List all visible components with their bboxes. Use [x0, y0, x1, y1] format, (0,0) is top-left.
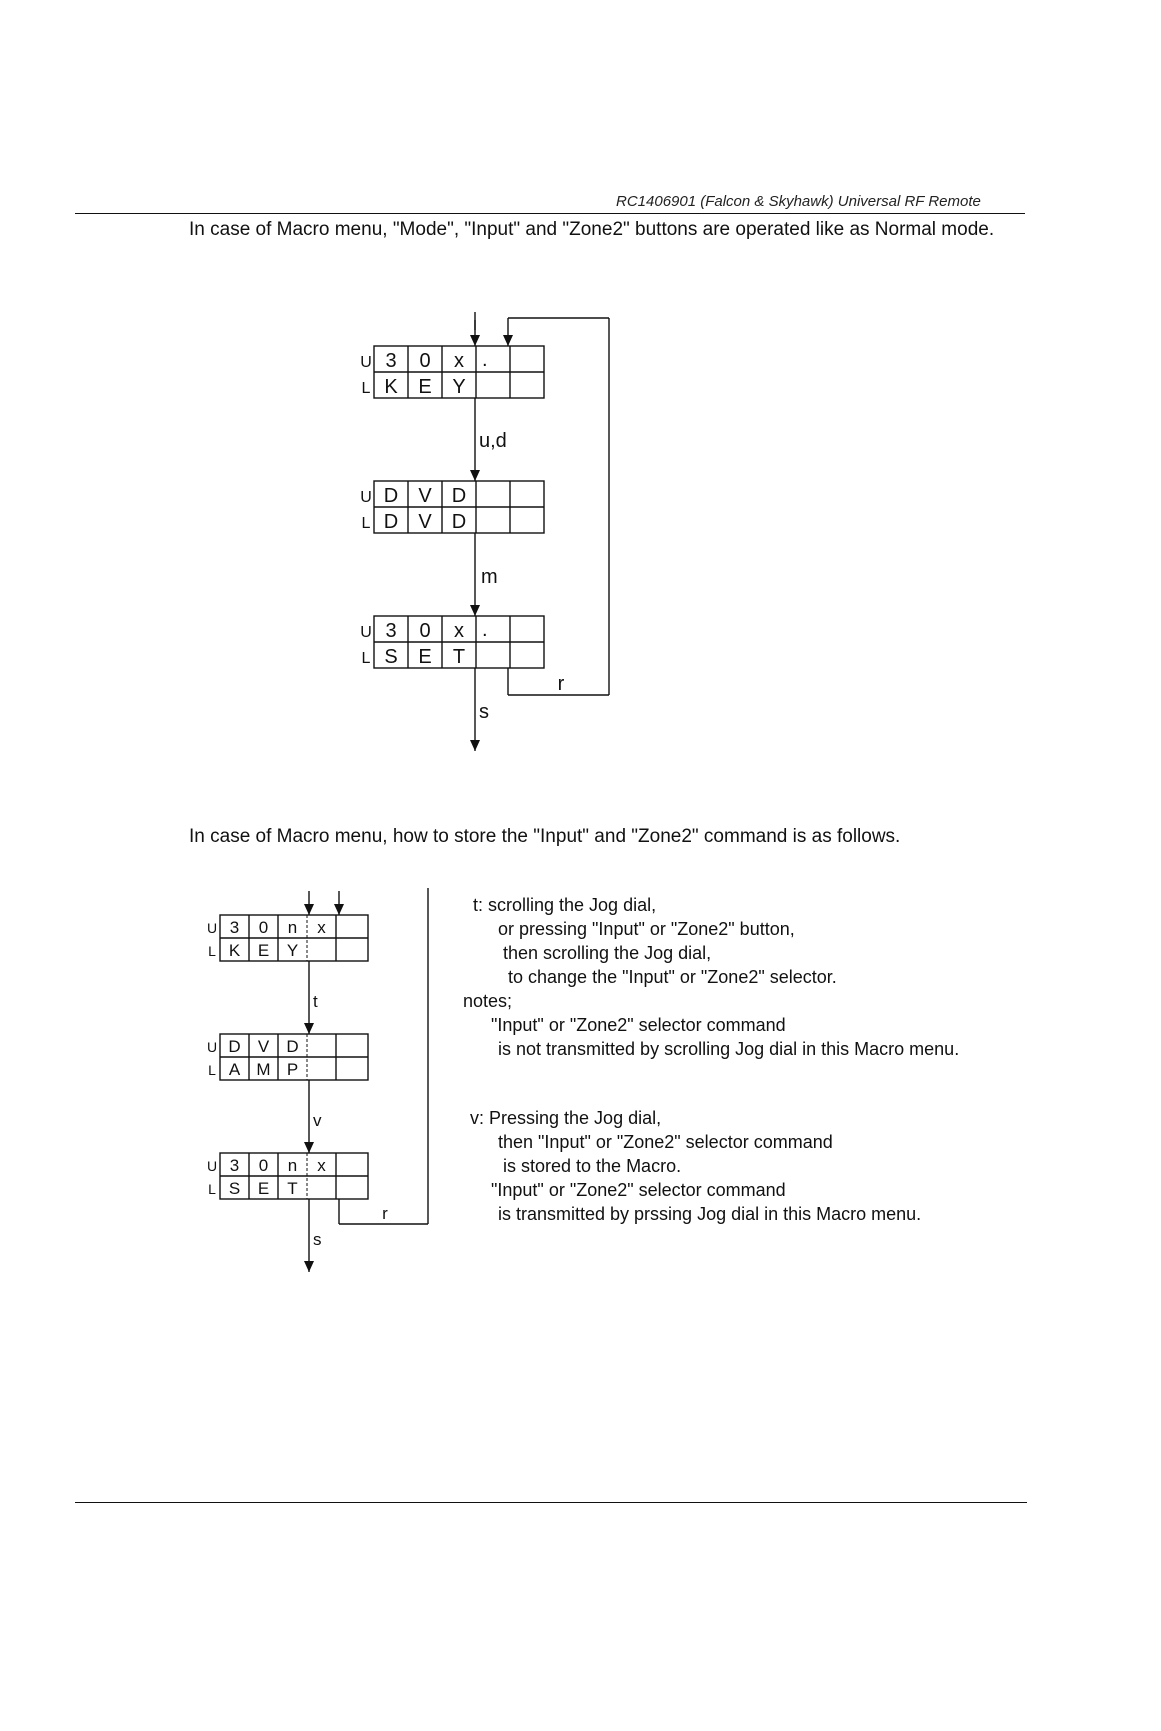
display-cell-upper: 0	[419, 350, 431, 372]
row-label-upper: U	[206, 1158, 218, 1174]
note-line: is not transmitted by scrolling Jog dial in this Macro menu.	[498, 1039, 960, 1059]
arrow-down-icon	[334, 904, 344, 915]
transition-label-v: v	[313, 1111, 322, 1130]
arrow-down-icon	[304, 904, 314, 915]
display-cell-upper: .	[482, 349, 488, 371]
display-cell-upper: n	[287, 918, 298, 937]
display-cell-lower: S	[384, 646, 398, 668]
row-label-lower: L	[361, 650, 371, 667]
display-cell-upper: x	[454, 350, 464, 372]
display-cell-upper: 3	[229, 1156, 240, 1175]
note-line-t: t: scrolling the Jog dial,	[473, 895, 657, 915]
row-label-lower: L	[361, 515, 371, 532]
row-label-upper: U	[206, 920, 218, 936]
arrow-down-icon	[304, 1023, 314, 1034]
display-cell-lower: A	[228, 1060, 241, 1079]
row-label-lower: L	[361, 380, 371, 397]
notes-heading: notes;	[463, 991, 513, 1011]
note-line: or pressing "Input" or "Zone2" button,	[498, 919, 795, 939]
display-cell-upper: n	[287, 1156, 298, 1175]
display-cell-upper: 3	[385, 620, 397, 642]
row-label-upper: U	[206, 1039, 218, 1055]
transition-label-ud: u,d	[479, 430, 507, 452]
display-cell-lower: E	[418, 376, 432, 398]
row-label-upper: U	[360, 489, 372, 506]
display-cell-lower: P	[286, 1060, 299, 1079]
display-cell-upper: D	[451, 485, 467, 507]
arrow-down-icon	[304, 1142, 314, 1153]
row-label-lower: L	[208, 943, 216, 959]
display-cell-upper: 0	[258, 1156, 269, 1175]
transition-label-m: m	[481, 566, 498, 588]
transition-label-t: t	[313, 992, 318, 1011]
display-cell-lower: V	[418, 511, 432, 533]
intro-paragraph-1: In case of Macro menu, "Mode", "Input" and "Zone2" buttons are operated like as Normal mode.	[189, 219, 995, 240]
display-cell-lower: T	[452, 646, 466, 668]
display-cell-upper: V	[257, 1037, 270, 1056]
document-header: RC1406901 (Falcon & Skyhawk) Universal RF Remote	[616, 193, 981, 210]
display-cell-lower: M	[256, 1060, 271, 1079]
note-line: then "Input" or "Zone2" selector command	[498, 1132, 833, 1152]
transition-label-s: s	[479, 701, 489, 723]
display-cell-lower: E	[257, 941, 270, 960]
display-cell-lower: E	[418, 646, 432, 668]
display-cell-lower: Y	[452, 376, 466, 398]
display-cell-upper: D	[383, 485, 399, 507]
note-line: to change the "Input" or "Zone2" selector.	[508, 967, 837, 987]
intro-paragraph-2: In case of Macro menu, how to store the "Input" and "Zone2" command is as follows.	[189, 826, 901, 847]
display-cell-lower: D	[383, 511, 399, 533]
note-line: "Input" or "Zone2" selector command	[491, 1015, 786, 1035]
display-cell-lower: Y	[286, 941, 299, 960]
display-cell-lower: K	[228, 941, 241, 960]
display-cell-upper: D	[286, 1037, 299, 1056]
display-cell-lower: E	[257, 1179, 270, 1198]
display-cell-lower: S	[228, 1179, 241, 1198]
display-cell-upper: x	[317, 918, 326, 937]
note-line: is stored to the Macro.	[503, 1156, 682, 1176]
row-label-lower: L	[208, 1181, 216, 1197]
display-cell-upper: 3	[385, 350, 397, 372]
row-label-lower: L	[208, 1062, 216, 1078]
note-line: "Input" or "Zone2" selector command	[491, 1180, 786, 1200]
display-cell-upper: 0	[258, 918, 269, 937]
row-label-upper: U	[360, 624, 372, 641]
display-cell-lower: D	[451, 511, 467, 533]
display-cell-lower: K	[384, 376, 398, 398]
transition-label-s: s	[313, 1230, 322, 1249]
display-cell-upper: 0	[419, 620, 431, 642]
transition-label-r: r	[382, 1204, 388, 1223]
row-label-upper: U	[360, 354, 372, 371]
display-cell-lower: T	[287, 1179, 298, 1198]
display-cell-upper: D	[228, 1037, 241, 1056]
transition-label-r: r	[557, 673, 565, 695]
note-line: is transmitted by prssing Jog dial in this Macro menu.	[498, 1204, 922, 1224]
display-cell-upper: x	[317, 1156, 326, 1175]
note-line-v: v: Pressing the Jog dial,	[470, 1108, 662, 1128]
display-cell-upper: .	[482, 619, 488, 641]
footer-rule	[75, 1502, 1027, 1503]
display-cell-upper: V	[418, 485, 432, 507]
arrow-down-icon	[304, 1261, 314, 1272]
display-cell-upper: 3	[229, 918, 240, 937]
display-cell-upper: x	[454, 620, 464, 642]
note-line: then scrolling the Jog dial,	[503, 943, 712, 963]
